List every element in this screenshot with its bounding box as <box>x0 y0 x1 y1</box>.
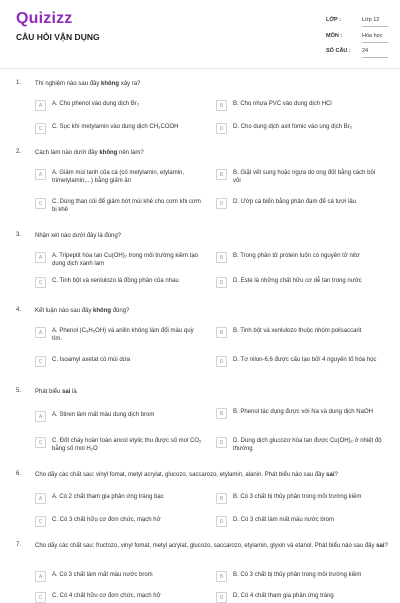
option-letter-b: B <box>216 493 227 504</box>
option-c[interactable] <box>35 437 202 453</box>
option-c[interactable] <box>35 592 202 603</box>
option-text: C. Isoamyl axetat có mùi dứa <box>52 357 131 363</box>
option-text: A. Có 2 chất tham gia phản ứng tráng bạc <box>52 494 164 500</box>
option-d[interactable] <box>216 356 383 367</box>
option-letter-b: B <box>216 408 227 419</box>
option-letter-a: A <box>35 252 46 263</box>
option-letter-b: B <box>216 169 227 180</box>
option-d[interactable] <box>216 198 383 209</box>
page-title: CÂU HỎI VẬN DỤNG <box>16 32 100 42</box>
option-a[interactable] <box>35 327 202 343</box>
option-text: B. Trong phân tử protein luôn có nguyên tử nitơ <box>233 253 360 259</box>
option-letter-d: D <box>216 198 227 209</box>
question-text: Kết luận nào sau đây không đúng? <box>35 308 130 314</box>
option-text: B. Tinh bột và xenlulozo thuộc nhóm polisaccarit <box>233 328 362 334</box>
class-value: Lớp 12 <box>362 17 380 23</box>
option-letter-d: D <box>216 437 227 448</box>
question-number: 6. <box>16 471 22 477</box>
option-c[interactable] <box>35 277 202 288</box>
option-letter-c: C <box>35 123 46 134</box>
option-b[interactable] <box>216 571 383 582</box>
option-letter-d: D <box>216 123 227 134</box>
option-c[interactable] <box>35 516 202 527</box>
question-text: Cho dãy các chất sau: fructozo, vinyl fomat, metyl acrylat, glucozo, saccarozo, etylamin, glyxin và etanol. Phát biểu nào sau đây sai? <box>35 543 388 549</box>
option-text: C. Đốt cháy hoàn toàn ancol etylic thu được số mol CO₂ bằng số mol H₂O <box>52 438 202 452</box>
question-number: 1. <box>16 80 22 86</box>
option-b[interactable] <box>216 252 383 263</box>
option-text: A. Tripeptit hòa tan Cu(OH)₂ trong môi trường kiềm tạo dung dịch xanh lam <box>52 253 199 267</box>
option-b[interactable] <box>216 493 383 504</box>
option-a[interactable] <box>35 571 202 582</box>
option-text: C. Dùng than củi để giảm bớt mùi khê cho cơm khi cơm bị khê <box>52 199 201 213</box>
option-b[interactable] <box>216 408 383 419</box>
question-number: 2. <box>16 149 22 155</box>
option-d[interactable] <box>216 516 383 527</box>
option-text: D. Ướp cá biển bằng phân đạm để cá tươi lâu <box>233 199 357 205</box>
question-number: 4. <box>16 307 22 313</box>
option-text: B. Giặt vết sung hoặc ngựa do ong đốt bằng cách bôi vôi <box>233 170 376 184</box>
option-d[interactable] <box>216 277 383 288</box>
subject-label: MÔN : <box>326 33 343 39</box>
option-text: D. Có 4 chất tham gia phản ứng tráng <box>233 593 334 599</box>
option-letter-c: C <box>35 516 46 527</box>
option-c[interactable] <box>35 356 202 367</box>
option-letter-d: D <box>216 516 227 527</box>
option-letter-b: B <box>216 571 227 582</box>
option-text: A. Stiren làm mất màu dung dịch brom <box>52 412 155 418</box>
question-text: Thí nghiệm nào sau đây không xảy ra? <box>35 81 141 87</box>
option-c[interactable] <box>35 123 202 134</box>
option-letter-d: D <box>216 356 227 367</box>
option-letter-c: C <box>35 356 46 367</box>
option-d[interactable] <box>216 592 383 603</box>
option-letter-a: A <box>35 571 46 582</box>
option-text: A. Có 3 chất làm mất màu nước brom <box>52 572 153 578</box>
option-text: B. Có 3 chất bị thủy phân trong môi trường kiềm <box>233 572 362 578</box>
subject-underline <box>362 42 388 43</box>
option-letter-a: A <box>35 169 46 180</box>
option-b[interactable] <box>216 169 383 185</box>
class-underline <box>362 26 388 27</box>
question-text: Cách làm nào dưới đây không nên làm? <box>35 150 144 156</box>
question-text: Nhận xét nào dưới đây là đúng? <box>35 233 122 239</box>
option-a[interactable] <box>35 493 202 504</box>
option-text: B. Có 3 chất bị thủy phân trong môi trường kiềm <box>233 494 362 500</box>
question-text: Cho dãy các chất sau: vinyl fomat, metyl acrylat, glucozo, saccarozo, etylamin, alanin. Phát biểu nào sau đây sai? <box>35 472 338 478</box>
subject-value: Hóa học <box>362 33 383 39</box>
option-b[interactable] <box>216 100 383 111</box>
option-text: D. Dung dịch glucozơ hòa tan được Cu(OH)₂ ở nhiệt độ thường <box>233 438 382 452</box>
option-letter-c: C <box>35 437 46 448</box>
option-letter-b: B <box>216 100 227 111</box>
option-text: A. Giảm mùi tanh của cá (có metylamin, etylamin, trimetylamin,...) bằng giấm ăn <box>52 170 185 184</box>
option-text: D. Tơ nilon-6,6 được cấu tạo bởi 4 nguyên tố hóa học <box>233 357 377 363</box>
option-letter-a: A <box>35 100 46 111</box>
option-letter-a: A <box>35 411 46 422</box>
question-count-value: 24 <box>362 48 369 54</box>
option-text: C. Có 4 chất hữu cơ đơn chức, mạch hở <box>52 593 161 599</box>
option-letter-d: D <box>216 592 227 603</box>
option-c[interactable] <box>35 198 202 214</box>
class-label: LỚP : <box>326 17 341 23</box>
option-text: C. Có 3 chất hữu cơ đơn chức, mạch hở <box>52 517 161 523</box>
option-text: D. Có 3 chất làm mất màu nước brom <box>233 517 334 523</box>
worksheet-header <box>0 0 400 70</box>
question-text: Phát biểu sai là <box>35 389 77 395</box>
quizizz-logo: Quizizz <box>16 10 73 27</box>
header-divider <box>0 68 400 69</box>
option-text: B. Cho nhựa PVC vào dung dịch HCl <box>233 101 332 107</box>
option-a[interactable] <box>35 169 202 185</box>
question-count-label: SỐ CÂU : <box>326 48 351 54</box>
option-text: A. Cho phenol vào dung dịch Br₂ <box>52 101 140 107</box>
question-number: 3. <box>16 232 22 238</box>
option-text: C. Sục khí metylamin vào dung dịch CH₃COOH <box>52 124 179 130</box>
option-text: D. Cho dung dịch axit fomic vào ung dịch Br₂ <box>233 124 353 130</box>
option-letter-c: C <box>35 592 46 603</box>
option-text: A. Phenol (C₆H₅OH) và anilin không làm đổi màu quỳ tím. <box>52 328 194 342</box>
option-letter-c: C <box>35 198 46 209</box>
option-a[interactable] <box>35 100 202 111</box>
question-number: 7. <box>16 542 22 548</box>
option-letter-a: A <box>35 327 46 338</box>
option-letter-c: C <box>35 277 46 288</box>
question-count-underline <box>362 57 388 58</box>
option-text: B. Phenol tác dụng được với Na và dung dịch NaOH <box>233 409 373 415</box>
option-letter-b: B <box>216 252 227 263</box>
option-letter-b: B <box>216 327 227 338</box>
option-a[interactable] <box>35 252 202 268</box>
option-letter-d: D <box>216 277 227 288</box>
option-a[interactable] <box>35 411 202 422</box>
option-text: D. Este là những chất hữu cơ dễ tan trong nước <box>233 278 362 284</box>
option-letter-a: A <box>35 493 46 504</box>
question-number: 5. <box>16 388 22 394</box>
option-b[interactable] <box>216 327 383 338</box>
option-text: C. Tinh bột và xenlulozo là đồng phân của nhau <box>52 278 179 284</box>
option-d[interactable] <box>216 123 383 134</box>
option-d[interactable] <box>216 437 383 453</box>
